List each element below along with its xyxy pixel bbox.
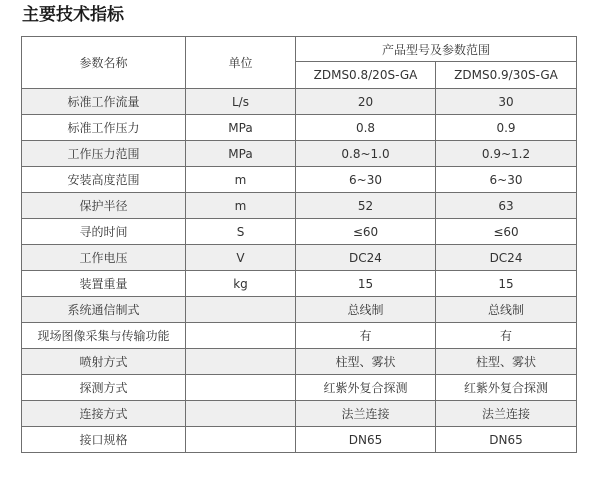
cell-unit [186,401,296,427]
table-row [22,375,577,401]
cell-model-2-value: 柱型、雾状 [436,349,577,375]
table-row [22,141,577,167]
cell-model-2-value: 红紫外复合探测 [436,375,577,401]
spec-table-body [22,89,577,453]
cell-model-1-value: 总线制 [296,297,436,323]
cell-param-name: 接口规格 [22,427,186,453]
cell-param-name: 安装高度范围 [22,167,186,193]
table-row [22,323,577,349]
cell-model-2-value: 总线制 [436,297,577,323]
cell-model-2-value: 0.9~1.2 [436,141,577,167]
cell-param-name: 系统通信制式 [22,297,186,323]
header-model-2: ZDMS0.9/30S-GA [436,62,577,89]
cell-model-2-value: 有 [436,323,577,349]
table-row [22,219,577,245]
cell-param-name: 标准工作流量 [22,89,186,115]
cell-model-1-value: DC24 [296,245,436,271]
cell-unit: MPa [186,115,296,141]
cell-unit: V [186,245,296,271]
cell-model-2-value: 63 [436,193,577,219]
cell-param-name: 保护半径 [22,193,186,219]
cell-unit [186,427,296,453]
cell-model-1-value: 柱型、雾状 [296,349,436,375]
cell-param-name: 装置重量 [22,271,186,297]
table-row [22,297,577,323]
cell-model-2-value: DC24 [436,245,577,271]
table-row [22,89,577,115]
header-param-name: 参数名称 [22,37,186,89]
cell-model-2-value: 0.9 [436,115,577,141]
table-row [22,245,577,271]
cell-unit: m [186,167,296,193]
table-row [22,427,577,453]
cell-model-1-value: 0.8~1.0 [296,141,436,167]
cell-unit: L/s [186,89,296,115]
cell-model-2-value: 15 [436,271,577,297]
cell-param-name: 连接方式 [22,401,186,427]
cell-unit [186,375,296,401]
cell-model-2-value: 30 [436,89,577,115]
header-model-range: 产品型号及参数范围 [296,37,577,62]
page-title: 主要技术指标 [22,5,124,25]
table-row [22,167,577,193]
cell-unit: S [186,219,296,245]
cell-model-1-value: 0.8 [296,115,436,141]
cell-unit [186,297,296,323]
cell-model-2-value: 法兰连接 [436,401,577,427]
cell-param-name: 探测方式 [22,375,186,401]
spec-table [21,36,577,453]
cell-model-1-value: DN65 [296,427,436,453]
cell-model-1-value: 20 [296,89,436,115]
table-row [22,401,577,427]
table-row [22,115,577,141]
header-model-1: ZDMS0.8/20S-GA [296,62,436,89]
cell-param-name: 寻的时间 [22,219,186,245]
cell-model-1-value: ≤60 [296,219,436,245]
cell-model-1-value: 法兰连接 [296,401,436,427]
cell-model-1-value: 有 [296,323,436,349]
table-row [22,349,577,375]
cell-model-2-value: DN65 [436,427,577,453]
cell-param-name: 标准工作压力 [22,115,186,141]
table-row [22,193,577,219]
cell-model-1-value: 6~30 [296,167,436,193]
cell-model-1-value: 红紫外复合探测 [296,375,436,401]
cell-model-1-value: 15 [296,271,436,297]
cell-param-name: 喷射方式 [22,349,186,375]
cell-model-2-value: ≤60 [436,219,577,245]
cell-model-1-value: 52 [296,193,436,219]
cell-model-2-value: 6~30 [436,167,577,193]
cell-param-name: 工作压力范围 [22,141,186,167]
cell-unit [186,323,296,349]
header-unit: 单位 [186,37,296,89]
spec-table-header [22,37,577,89]
cell-unit: kg [186,271,296,297]
cell-param-name: 现场图像采集与传输功能 [22,323,186,349]
cell-unit: m [186,193,296,219]
cell-unit [186,349,296,375]
table-row [22,271,577,297]
cell-param-name: 工作电压 [22,245,186,271]
cell-unit: MPa [186,141,296,167]
